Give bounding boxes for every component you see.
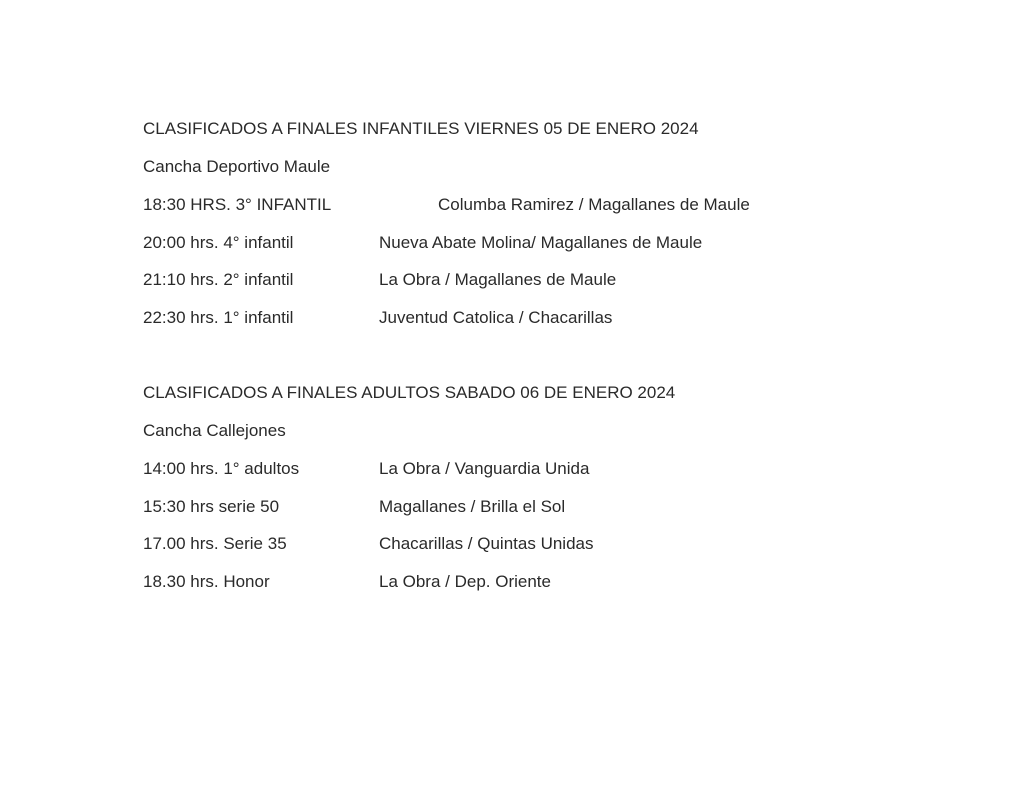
adultos-heading: CLASIFICADOS A FINALES ADULTOS SABADO 06 DE ENERO 2024 [143,383,676,402]
match-time: 18:30 HRS. 3° INFANTIL [143,195,332,214]
schedule-row [143,270,903,290]
match-time: 14:00 hrs. 1° adultos [143,459,300,478]
schedule-row [143,572,903,592]
schedule-row [143,195,903,215]
adultos-venue: Cancha Callejones [143,421,286,440]
match-time: 20:00 hrs. 4° infantil [143,233,294,252]
match-teams: La Obra / Magallanes de Maule [379,270,617,289]
schedule-row [143,497,903,517]
schedule-row [143,459,903,479]
match-teams: La Obra / Vanguardia Unida [379,459,590,478]
schedule-row [143,233,903,253]
match-time: 18.30 hrs. Honor [143,572,270,591]
schedule-row [143,308,903,328]
match-teams: Chacarillas / Quintas Unidas [379,534,594,553]
infantil-heading: CLASIFICADOS A FINALES INFANTILES VIERNES 05 DE ENERO 2024 [143,119,699,138]
match-time: 15:30 hrs serie 50 [143,497,280,516]
match-teams: Magallanes / Brilla el Sol [379,497,566,516]
match-teams: La Obra / Dep. Oriente [379,572,551,591]
schedule-row [143,534,903,554]
match-time: 17.00 hrs. Serie 35 [143,534,287,553]
match-teams: Nueva Abate Molina/ Magallanes de Maule [379,233,703,252]
match-time: 22:30 hrs. 1° infantil [143,308,294,327]
infantil-venue: Cancha Deportivo Maule [143,157,331,176]
match-teams: Juventud Catolica / Chacarillas [379,308,613,327]
match-teams: Columba Ramirez / Magallanes de Maule [438,195,750,214]
match-time: 21:10 hrs. 2° infantil [143,270,294,289]
